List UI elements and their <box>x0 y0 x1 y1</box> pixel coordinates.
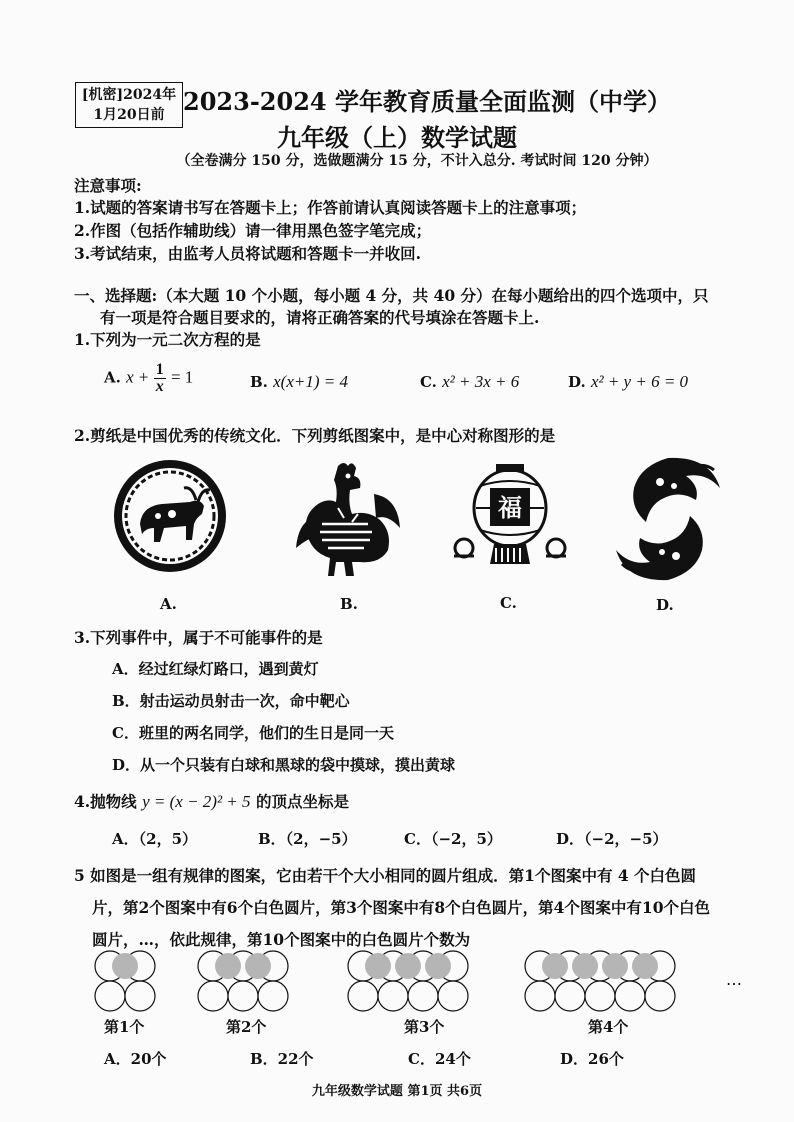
white-disc <box>645 981 675 1011</box>
gray-disc <box>215 953 241 979</box>
q3-option-d: D．从一个只装有白球和黑球的袋中摸球，摸出黄球 <box>112 756 456 774</box>
gray-disc <box>395 953 421 979</box>
gray-disc <box>425 953 451 979</box>
q2-stem: 2.剪纸是中国优秀的传统文化．下列剪纸图案中，是中心对称图形的是 <box>74 426 556 445</box>
papercut-swirl-image <box>610 452 726 586</box>
gray-disc <box>572 953 598 979</box>
q1-a-x: x <box>126 367 134 387</box>
q1-a-label: A. <box>104 368 121 387</box>
q5-option-d: D．26个 <box>560 1050 624 1068</box>
q1-d-label: D. <box>568 373 586 391</box>
q1-option-b <box>250 372 348 392</box>
page-subtitle: 九年级（上）数学试题 <box>277 123 517 152</box>
q4-stem-pre: 4.抛物线 <box>74 792 137 811</box>
q3-stem: 3.下列事件中，属于不可能事件的是 <box>74 628 323 647</box>
exam-note: （全卷满分 150 分，选做题满分 15 分，不计入总分. 考试时间 120 分钟） <box>176 153 658 169</box>
q4-option-b: B．（2，−5） <box>258 830 357 848</box>
white-disc <box>438 981 468 1011</box>
white-disc <box>555 981 585 1011</box>
q3-option-c: C．班里的两名同学，他们的生日是同一天 <box>112 724 394 742</box>
q1-b-math: x(x+1) = 4 <box>273 372 348 391</box>
q5-option-a: A．20个 <box>104 1050 167 1068</box>
pattern-label-2: 第2个 <box>226 1018 267 1036</box>
q2-label-a: A. <box>160 595 177 613</box>
papercut-rooster-image <box>288 458 408 584</box>
q4-option-c: C．（−2，5） <box>404 830 502 848</box>
white-disc <box>585 981 615 1011</box>
q2-label-d: D. <box>656 596 674 614</box>
gray-disc <box>602 953 628 979</box>
white-disc <box>615 981 645 1011</box>
white-disc <box>95 981 125 1011</box>
q5-option-b: B．22个 <box>250 1050 314 1068</box>
pattern-label-1: 第1个 <box>104 1018 145 1036</box>
q1-a-equals: = 1 <box>170 367 194 387</box>
q1-a-numerator: 1 <box>155 361 164 378</box>
q5-line-3: 圆片，…，依此规律，第10个图案中的白色圆片个数为 <box>92 930 471 949</box>
section-1-line-1: 一、选择题:（本大题 10 个小题，每小题 4 分，共 40 分）在每小题给出的四个选项中，只 <box>74 286 709 305</box>
q1-d-math: x² + y + 6 = 0 <box>590 372 689 391</box>
q3-option-b: B．射击运动员射击一次，命中靶心 <box>112 692 350 710</box>
q4-option-a: A．（2，5） <box>112 830 198 848</box>
gray-disc <box>632 953 658 979</box>
notice-item-3: 3.考试结束，由监考人员将试题和答题卡一并收回. <box>74 244 422 263</box>
q1-option-a <box>104 362 193 395</box>
page-footer: 九年级数学试题 第1页 共6页 <box>311 1084 483 1099</box>
papercut-ox-image <box>112 458 228 574</box>
pattern-label-3: 第3个 <box>404 1018 445 1036</box>
page-title: 2023-2024 学年教育质量全面监测（中学） <box>183 87 671 116</box>
gray-disc <box>542 953 568 979</box>
stamp-line-1: [机密]2024年 <box>81 87 177 103</box>
white-disc <box>258 981 288 1011</box>
q4-equation: y = (x − 2)² + 5 <box>142 792 251 811</box>
q3-option-a: A．经过红绿灯路口，遇到黄灯 <box>112 660 319 678</box>
q1-a-denominator: x <box>155 378 164 395</box>
q1-c-label: C. <box>420 373 437 391</box>
white-disc <box>408 981 438 1011</box>
q5-line-2: 片，第2个图案中有6个白色圆片，第3个图案中有8个白色圆片，第4个图案中有10个白色 <box>92 898 710 917</box>
white-disc <box>378 981 408 1011</box>
q4-stem-post: 的顶点坐标是 <box>255 792 349 811</box>
q1-b-label: B. <box>250 373 268 391</box>
q1-option-c <box>420 372 519 392</box>
notice-item-1: 1.试题的答案请书写在答题卡上；作答前请认真阅读答题卡上的注意事项； <box>74 198 587 217</box>
white-disc <box>198 981 228 1011</box>
white-disc <box>228 981 258 1011</box>
q4-stem <box>74 790 349 812</box>
notice-item-2: 2.作图（包括作辅助线）请一律用黑色签字笔完成； <box>74 221 432 240</box>
stamp-line-2: 1月20日前 <box>93 107 165 123</box>
pattern-label-4: 第4个 <box>588 1018 629 1036</box>
white-disc <box>348 981 378 1011</box>
white-disc <box>125 981 155 1011</box>
white-disc <box>525 981 555 1011</box>
q1-a-fraction <box>154 362 166 395</box>
gray-disc <box>365 953 391 979</box>
q4-option-d: D．（−2，−5） <box>556 830 668 848</box>
gray-disc <box>112 953 138 979</box>
gray-disc <box>245 953 271 979</box>
notices-heading: 注意事项: <box>74 176 142 195</box>
q5-option-c: C．24个 <box>408 1050 471 1068</box>
q5-line-1: 5 如图是一组有规律的图案，它由若干个大小相同的圆片组成．第1个图案中有 4 个白色圆 <box>74 866 697 885</box>
lantern-character: 福 <box>498 494 522 522</box>
q1-stem: 1.下列为一元二次方程的是 <box>74 330 261 349</box>
q2-label-b: B. <box>340 595 358 613</box>
q1-a-plus: + <box>138 367 149 387</box>
q1-c-math: x² + 3x + 6 <box>442 372 520 391</box>
section-1-line-2: 有一项是符合题目要求的，请将正确答案的代号填涂在答题卡上. <box>100 308 540 327</box>
circle-pattern-figure <box>0 950 794 1020</box>
q2-label-c: C. <box>500 594 517 612</box>
pattern-ellipsis: … <box>726 970 742 989</box>
q1-option-d <box>568 372 688 392</box>
